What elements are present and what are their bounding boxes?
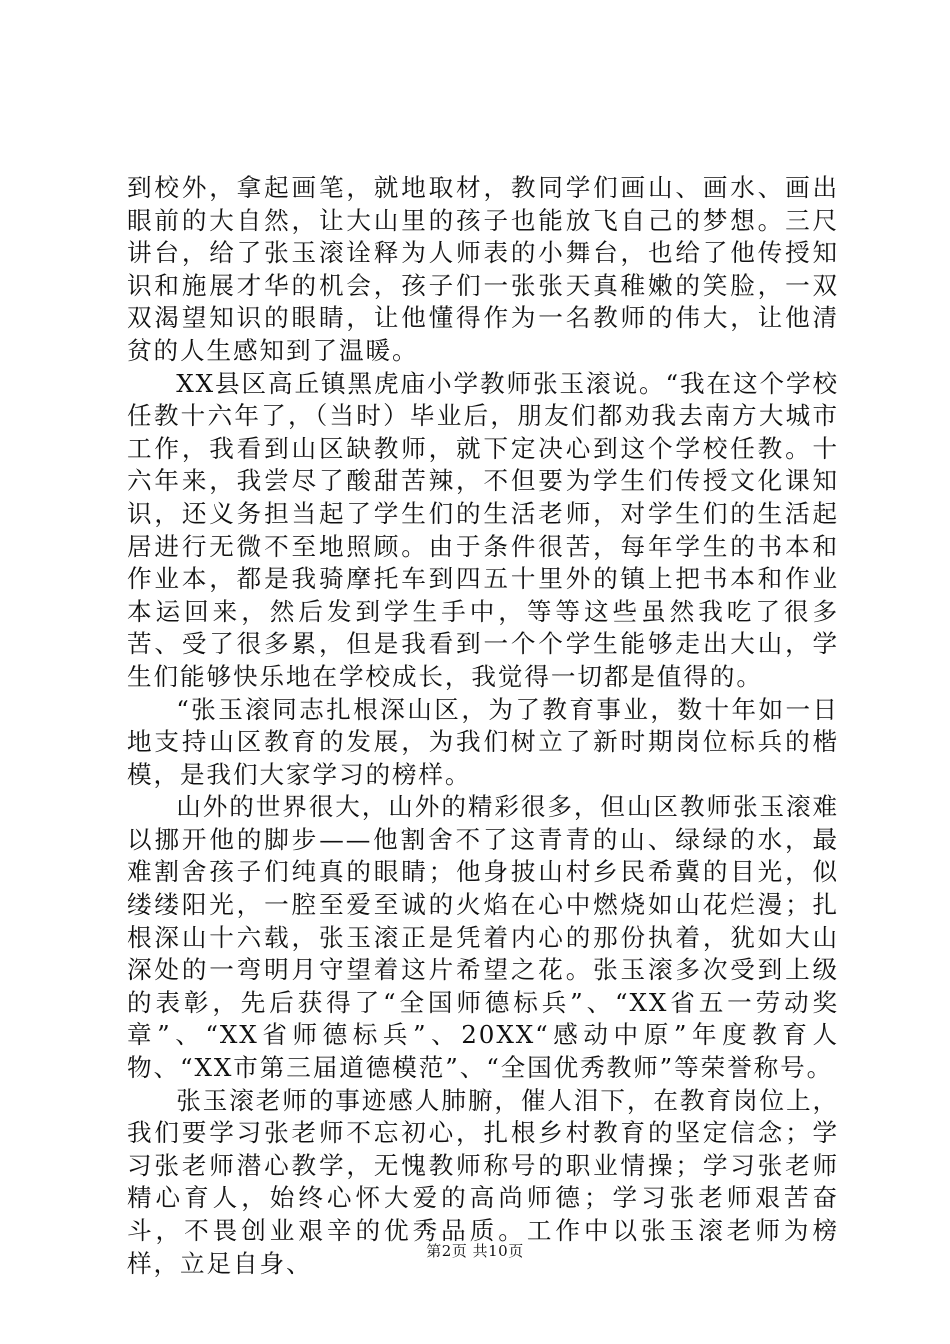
paragraph-continuation: 到校外，拿起画笔，就地取材，教同学们画山、画水、画出眼前的大自然，让大山里的孩子也能放飞自己的梦想。三尺讲台，给了张玉滚诠释为人师表的小舞台，也给了他传授知识和施展才华的机会，孩子们一张张天真稚嫩的笑脸，一双双渴望知识的眼睛，让他懂得作为一名教师的伟大，让他清贫的人生感知到了温暖。 <box>127 173 839 365</box>
paragraph-honors: 山外的世界很大，山外的精彩很多，但山区教师张玉滚难以挪开他的脚步——他割舍不了这青青的山、绿绿的水，最难割舍孩子们纯真的眼睛；他身披山村乡民希冀的目光，似缕缕阳光，一腔至爱至诚的火焰在心中燃烧如山花烂漫；扎根深山十六载，张玉滚正是凭着内心的那份执着，犹如大山深处的一弯明月守望着这片希望之花。张玉滚多次受到上级的表彰，先后获得了“全国师德标兵”、“XX省五一劳动奖章”、“XX省师德标兵”、20XX“感动中原”年度教育人物、“XX市第三届道德模范”、“全国优秀教师”等荣誉称号。 <box>127 792 839 1083</box>
page-number-footer: 第2页 共10页 <box>426 1242 524 1260</box>
paragraph-teacher-quote: XX县区高丘镇黑虎庙小学教师张玉滚说。“我在这个学校任教十六年了，（当时）毕业后，朋友们都劝我去南方大城市工作，我看到山区缺教师，就下定决心到这个学校任教。十六年来，我尝尽了酸甜苦辣，不但要为学生们传授文化课知识，还义务担当起了学生们的生活老师，对学生们的生活起居进行无微不至地照顾。由于条件很苦，每年学生的书本和作业本，都是我骑摩托车到四五十里外的镇上把书本和作业本运回来，然后发到学生手中，等等这些虽然我吃了很多苦、受了很多累，但是我看到一个个学生能够走出大山，学生们能够快乐地在学校成长，我觉得一切都是值得的。 <box>127 368 839 691</box>
paragraph-learning: 张玉滚老师的事迹感人肺腑，催人泪下，在教育岗位上，我们要学习张老师不忘初心，扎根乡村教育的坚定信念；学习张老师潜心教学，无愧教师称号的职业情操；学习张老师精心育人，始终心怀大爱的高尚师德；学习张老师艰苦奋斗，不畏创业艰辛的优秀品质。工作中以张玉滚老师为榜样，立足自身、 <box>127 1085 839 1278</box>
document-body <box>127 172 839 1280</box>
paragraph-role-model: “张玉滚同志扎根深山区，为了教育事业，数十年如一日地支持山区教育的发展，为我们树立了新时期岗位标兵的楷模，是我们大家学习的榜样。 <box>127 694 839 789</box>
